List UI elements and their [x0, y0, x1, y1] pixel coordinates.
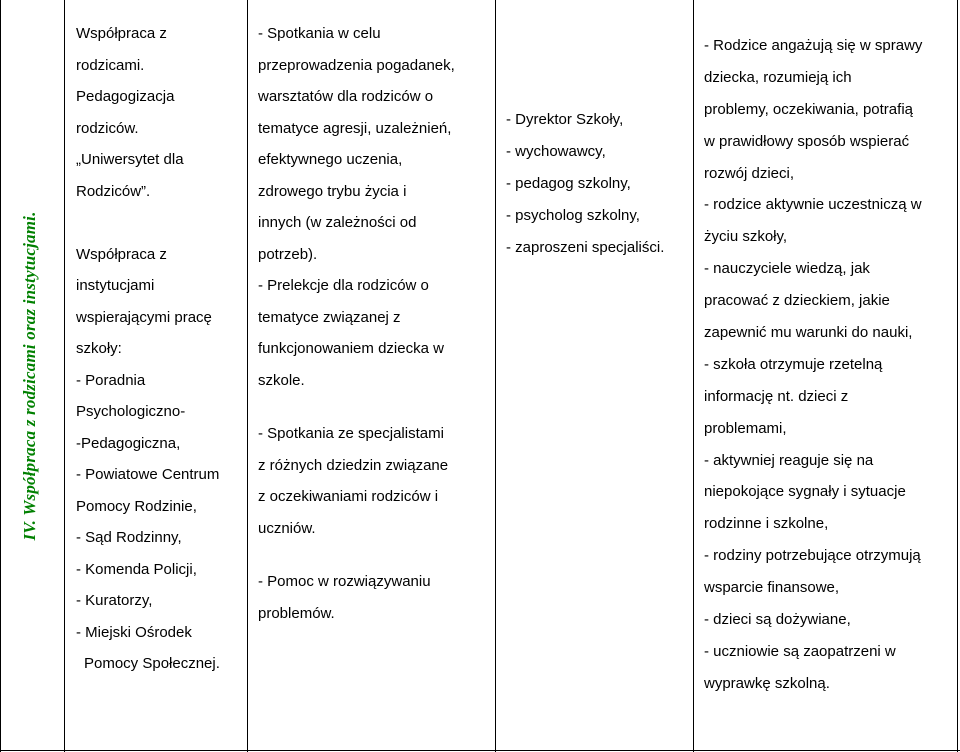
effects-line: życiu szkoły,	[704, 228, 788, 246]
table-border-left	[0, 0, 1, 752]
forms-line: Psychologiczno-	[76, 403, 186, 420]
column-divider-3	[495, 0, 496, 752]
methods-line: potrzeb).	[258, 245, 318, 263]
methods-line: z oczekiwaniami rodziców i	[258, 488, 439, 505]
methods-block-specialists	[258, 418, 494, 544]
effects-line: - Rodzice angażują się w sprawy	[704, 37, 923, 54]
forms-line: rodzicami.	[76, 56, 145, 74]
forms-line: - Komenda Policji,	[76, 560, 197, 578]
forms-line: szkoły:	[76, 340, 122, 357]
section-heading: IV. Współpraca z rodzicami oraz instytucjami.	[20, 211, 39, 541]
effects-line: wyprawkę szkolną.	[704, 674, 830, 692]
table-border-bottom	[0, 750, 960, 751]
methods-line: z różnych dziedzin związane	[258, 456, 449, 474]
effects-line: w prawidłowy sposób wspierać	[704, 132, 910, 150]
table-border-right	[957, 0, 958, 752]
methods-line: przeprowadzenia pogadanek,	[258, 56, 455, 74]
spacer	[258, 544, 494, 566]
forms-line: Pomocy Społecznej.	[84, 655, 220, 672]
effects-line: - dzieci są dożywiane,	[704, 611, 851, 629]
people-line: - wychowawcy,	[506, 143, 606, 160]
forms-line: instytucjami	[76, 277, 155, 294]
effects-line: - rodzice aktywnie uczestniczą w	[704, 196, 922, 214]
forms-cell	[76, 18, 244, 680]
effects-line: wsparcie finansowe,	[704, 579, 840, 597]
forms-line: - Poradnia	[76, 371, 146, 389]
forms-line: Pomocy Rodzinie,	[76, 497, 197, 515]
column-divider-4	[693, 0, 694, 752]
forms-line: Współpraca z	[76, 245, 167, 263]
methods-cell	[258, 18, 494, 629]
effects-line: informację nt. dzieci z	[704, 387, 849, 405]
forms-line: Pedagogizacja	[76, 88, 175, 105]
forms-line: „Uniwersytet dla	[76, 151, 184, 168]
methods-line: szkole.	[258, 371, 305, 389]
effects-line: rozwój dzieci,	[704, 164, 795, 182]
effects-line: problemami,	[704, 419, 787, 437]
methods-line: warsztatów dla rodziców o	[258, 88, 434, 105]
people-line: - psycholog szkolny,	[506, 207, 640, 224]
methods-line: uczniów.	[258, 519, 316, 537]
people-line: - zaproszeni specjaliści.	[506, 239, 665, 256]
forms-line: Współpraca z	[76, 25, 167, 42]
forms-line: - Sąd Rodzinny,	[76, 529, 182, 546]
methods-line: efektywnego uczenia,	[258, 151, 403, 168]
effects-line: - aktywniej reaguje się na	[704, 451, 874, 469]
methods-block-help	[258, 566, 494, 629]
effects-line: zapewnić mu warunki do nauki,	[704, 324, 913, 342]
forms-line: - Kuratorzy,	[76, 592, 153, 609]
methods-block-meetings	[258, 18, 494, 396]
forms-line: -Pedagogiczna,	[76, 434, 181, 452]
people-cell	[506, 104, 686, 264]
effects-line: dziecka, rozumieją ich	[704, 68, 852, 86]
methods-line: - Spotkania w celu	[258, 25, 381, 42]
effects-line: niepokojące sygnały i sytuacje	[704, 483, 906, 501]
methods-line: - Prelekcje dla rodziców o	[258, 277, 429, 294]
forms-line: Rodziców”.	[76, 182, 151, 200]
methods-line: zdrowego trybu życia i	[258, 182, 407, 200]
effects-line: - nauczyciele wiedzą, jak	[704, 260, 870, 278]
effects-line: problemy, oczekiwania, potrafią	[704, 100, 913, 118]
effects-line: - szkoła otrzymuje rzetelną	[704, 355, 883, 373]
forms-line: wspierającymi pracę	[76, 308, 212, 326]
people-line: - pedagog szkolny,	[506, 175, 631, 192]
methods-line: tematyce związanej z	[258, 308, 401, 326]
people-line: - Dyrektor Szkoły,	[506, 111, 624, 128]
section-heading-cell	[0, 0, 64, 752]
methods-line: - Spotkania ze specjalistami	[258, 425, 444, 442]
spacer	[258, 396, 494, 418]
methods-line: tematyce agresji, uzależnień,	[258, 119, 452, 137]
methods-line: - Pomoc w rozwiązywaniu	[258, 573, 431, 590]
column-divider-1	[64, 0, 65, 752]
effects-line: - uczniowie są zaopatrzeni w	[704, 642, 896, 660]
column-divider-2	[247, 0, 248, 752]
forms-line: - Powiatowe Centrum	[76, 466, 220, 483]
effects-line: - rodziny potrzebujące otrzymują	[704, 547, 921, 565]
forms-line: rodziców.	[76, 119, 139, 137]
effects-cell	[704, 30, 954, 700]
effects-line: rodzinne i szkolne,	[704, 515, 829, 533]
forms-line: - Miejski Ośrodek	[76, 623, 192, 641]
effects-line: pracować z dzieckiem, jakie	[704, 292, 890, 310]
methods-line: problemów.	[258, 604, 335, 622]
forms-line	[76, 207, 244, 239]
methods-line: innych (w zależności od	[258, 214, 417, 231]
methods-line: funkcjonowaniem dziecka w	[258, 340, 444, 357]
